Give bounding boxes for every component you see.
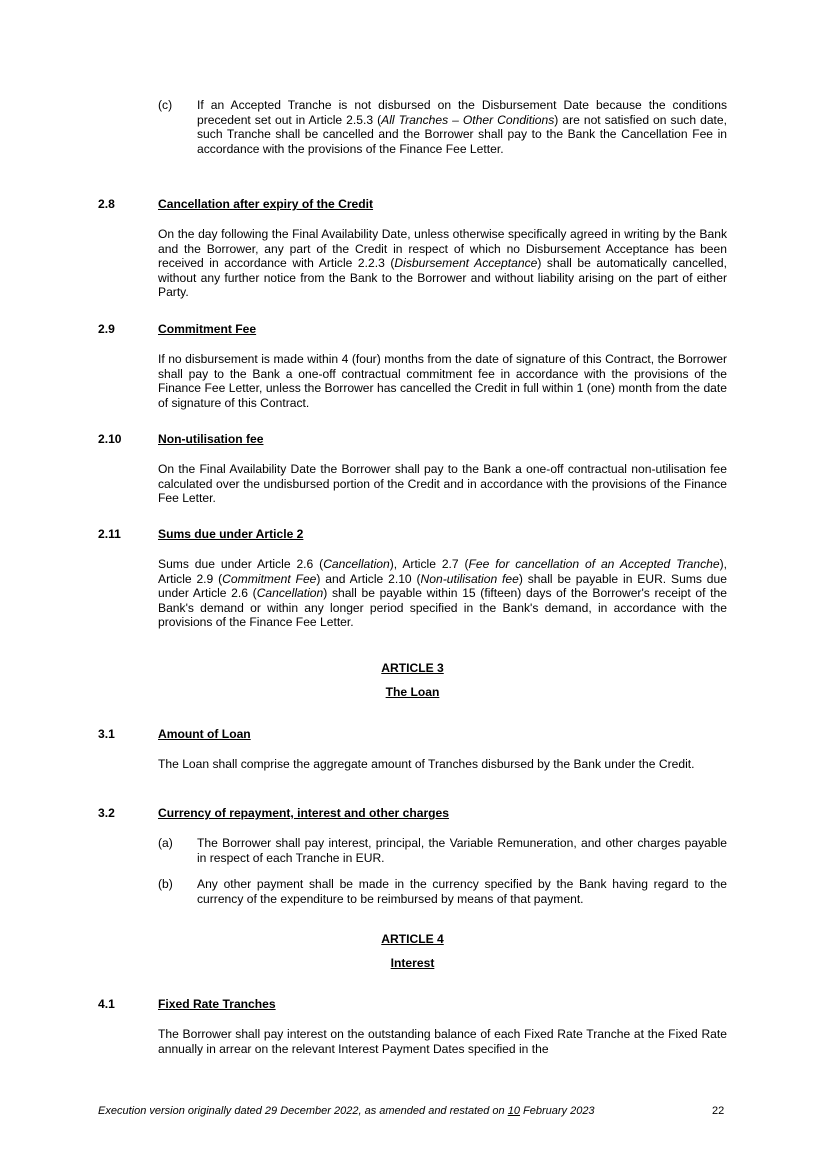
section-heading: Fixed Rate Tranches — [158, 997, 276, 1011]
section-number: 3.2 — [98, 806, 115, 820]
section-number: 2.8 — [98, 197, 115, 211]
section-paragraph — [158, 557, 727, 630]
section-number: 2.11 — [98, 527, 121, 541]
text-span: ) are not satisfied on such date, such Tranche shall be cancelled and the Borrower shall pay to the Bank the Cancellation Fee in accordance with the provisions of the Finance Fee Letter. — [197, 112, 727, 156]
item-label: (b) — [158, 877, 173, 891]
text-span: Sums due under Article 2.6 ( — [158, 557, 324, 571]
text-span: Execution version originally dated 29 December 2022, as amended and restated on — [98, 1105, 508, 1117]
section-paragraph: The Loan shall comprise the aggregate amount of Tranches disbursed by the Bank under the Credit. — [158, 757, 695, 771]
item-text: Any other payment shall be made in the currency specified by the Bank having regard to the currency of the expenditure to be reimbursed by means of that payment. — [197, 877, 727, 906]
section-paragraph: On the Final Availability Date the Borrower shall pay to the Bank a one-off contractual non-utilisation fee calculated over the undisbursed portion of the Credit and in accordance with the provisions of the Finance Fee Letter. — [158, 462, 727, 506]
footer-day: 10 — [507, 1105, 520, 1117]
text-span: ), Article 2.7 ( — [389, 557, 469, 571]
section-number: 3.1 — [98, 727, 115, 741]
article-title: Interest — [390, 956, 435, 970]
section-heading: Cancellation after expiry of the Credit — [158, 197, 374, 211]
footer-text — [98, 1105, 595, 1117]
text-span: ) shall be payable in EUR. Sums due under Article 2.6 ( — [158, 571, 727, 601]
page-number: 22 — [712, 1105, 725, 1117]
section-paragraph: If no disbursement is made within 4 (four) months from the date of signature of this Contract, the Borrower shall pay to the Bank a one-off contractual commitment fee in accordance with the provisions of the Finance Fee Letter, unless the Borrower has cancelled the Credit in full within 1 (one) month from the date of signature of this Contract. — [158, 352, 727, 410]
article-title: The Loan — [385, 685, 440, 699]
item-label: (a) — [158, 836, 173, 850]
item-label: (c) — [158, 98, 173, 112]
section-heading: Sums due under Article 2 — [158, 527, 304, 541]
section-paragraph: The Borrower shall pay interest on the outstanding balance of each Fixed Rate Tranche at the Fixed Rate annually in arrear on the relevant Interest Payment Dates specified in the — [158, 1027, 727, 1056]
italic-ref: Non-utilisation fee — [420, 571, 519, 586]
italic-ref: Fee for cancellation of an Accepted Tranche — [468, 557, 720, 571]
italic-ref: Cancellation — [256, 586, 324, 601]
italic-ref: Commitment Fee — [222, 571, 317, 586]
section-heading: Non-utilisation fee — [158, 432, 264, 446]
section-number: 4.1 — [98, 997, 115, 1011]
section-number: 2.10 — [98, 432, 122, 446]
text-span: ), Article 2.9 ( — [158, 557, 727, 586]
text-span: ) and Article 2.10 ( — [316, 571, 421, 586]
item-text: The Borrower shall pay interest, principal, the Variable Remuneration, and other charges payable in respect of each Tranche in EUR. — [197, 836, 727, 865]
section-number: 2.9 — [98, 322, 115, 336]
italic-ref: Cancellation — [323, 557, 390, 571]
text-span: ) shall be payable within 15 (fifteen) days of the Borrower's receipt of the Bank's demand or within any longer period specified in the Bank's demand, in accordance with the provisions of the Finance Fee Letter. — [158, 586, 727, 630]
section-paragraph — [158, 227, 727, 300]
text-span: February 2023 — [519, 1105, 595, 1117]
italic-ref: Disbursement Acceptance — [394, 256, 538, 271]
item-text — [197, 98, 727, 156]
text-span: On the day following the Final Availability Date, unless otherwise specifically agreed in writing by the Bank and the Borrower, any part of the Credit in respect of which no Disbursement Acceptance has been received in accordance with Article 2.2.3 ( — [158, 227, 727, 271]
text-span: If an Accepted Tranche is not disbursed on the Disbursement Date because the conditions precedent set out in Article 2.5.3 ( — [197, 98, 727, 127]
article-label: ARTICLE 3 — [381, 661, 444, 675]
italic-ref: All Tranches – Other Conditions — [381, 112, 555, 127]
section-heading: Commitment Fee — [158, 322, 257, 336]
text-span: ) shall be automatically cancelled, without any further notice from the Bank to the Borrower and without liability arising on the part of either Party. — [158, 256, 727, 300]
section-heading: Currency of repayment, interest and other charges — [158, 806, 450, 820]
article-label: ARTICLE 4 — [381, 932, 444, 946]
section-heading: Amount of Loan — [158, 727, 251, 741]
